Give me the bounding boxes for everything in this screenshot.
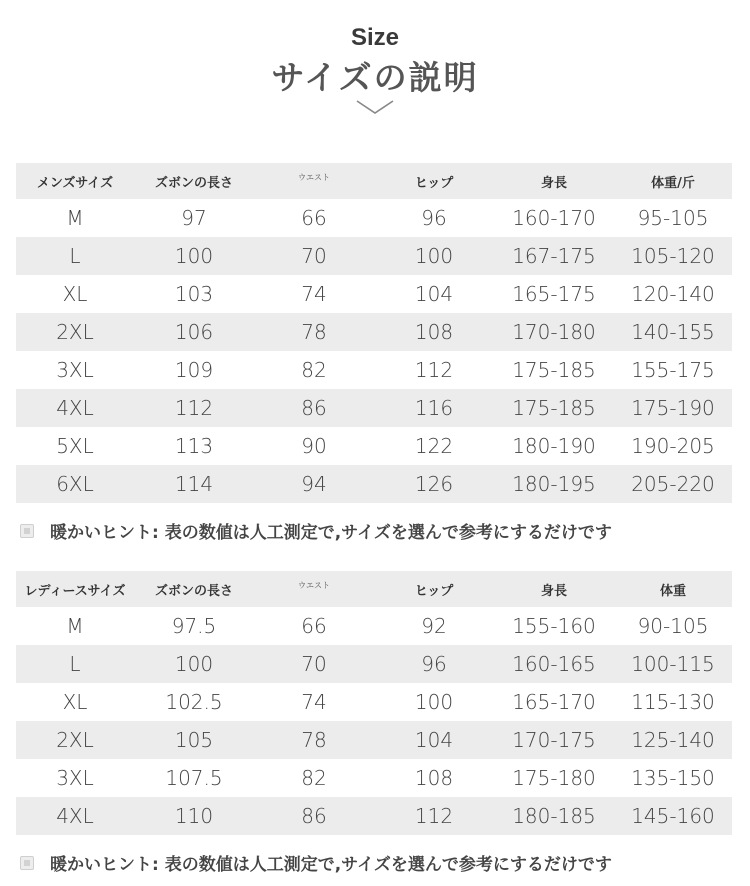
cell-waist: 86 bbox=[301, 396, 327, 420]
cell-weight: 90-105 bbox=[637, 614, 709, 638]
cell-waist: 66 bbox=[301, 614, 327, 638]
cell-height: 155-160 bbox=[512, 614, 596, 638]
table-row bbox=[16, 797, 732, 835]
page-title: サイズの説明 bbox=[271, 58, 479, 97]
cell-weight: 125-140 bbox=[631, 728, 715, 752]
cell-waist: 70 bbox=[301, 652, 327, 676]
cell-waist: 82 bbox=[301, 766, 327, 790]
cell-weight: 155-175 bbox=[631, 358, 715, 382]
cell-hip: 92 bbox=[421, 614, 447, 638]
cell-waist: 82 bbox=[301, 358, 327, 382]
cell-height: 165-170 bbox=[512, 690, 596, 714]
cell-height: 175-180 bbox=[512, 766, 596, 790]
cell-hip: 108 bbox=[414, 766, 454, 790]
cell-length: 105 bbox=[174, 728, 214, 752]
header-cell-waist: ウエスト bbox=[298, 172, 330, 182]
cell-hip: 104 bbox=[414, 282, 454, 306]
cell-waist: 94 bbox=[301, 472, 327, 496]
cell-length: 102.5 bbox=[165, 690, 223, 714]
cell-height: 167-175 bbox=[512, 244, 596, 268]
header-cell-height: 身長 bbox=[540, 583, 567, 599]
header-cell-weight: 体重/斤 bbox=[651, 175, 695, 191]
cell-height: 165-175 bbox=[512, 282, 596, 306]
header-cell-height: 身長 bbox=[540, 175, 567, 191]
table-row bbox=[16, 199, 732, 237]
cell-hip: 112 bbox=[414, 358, 454, 382]
cell-size: XL bbox=[62, 690, 88, 714]
hint-note bbox=[20, 850, 740, 875]
cell-waist: 70 bbox=[301, 244, 327, 268]
cell-hip: 116 bbox=[414, 396, 454, 420]
cell-hip: 112 bbox=[414, 804, 454, 828]
cell-height: 170-175 bbox=[512, 728, 596, 752]
cell-hip: 122 bbox=[414, 434, 454, 458]
cell-height: 180-190 bbox=[512, 434, 596, 458]
table-row bbox=[16, 275, 732, 313]
cell-size: XL bbox=[62, 282, 88, 306]
title-en: Size bbox=[350, 24, 400, 51]
table-row bbox=[16, 237, 732, 275]
cell-weight: 120-140 bbox=[631, 282, 715, 306]
cell-weight: 105-120 bbox=[631, 244, 715, 268]
cell-size: 3XL bbox=[56, 358, 94, 382]
cell-waist: 78 bbox=[301, 728, 327, 752]
header-cell-length: ズボンの長さ bbox=[154, 175, 233, 191]
cell-size: L bbox=[69, 244, 81, 268]
cell-hip: 126 bbox=[414, 472, 454, 496]
bullet-icon bbox=[20, 524, 34, 538]
cell-hip: 104 bbox=[414, 728, 454, 752]
cell-size: L bbox=[69, 652, 81, 676]
header-cell-hip: ヒップ bbox=[414, 583, 454, 599]
cell-weight: 145-160 bbox=[631, 804, 715, 828]
header-cell-size: レディースサイズ bbox=[24, 583, 126, 599]
table-row bbox=[16, 465, 732, 503]
table-row bbox=[16, 313, 732, 351]
cell-hip: 96 bbox=[421, 206, 447, 230]
cell-size: M bbox=[66, 614, 84, 638]
hint-note bbox=[20, 518, 740, 543]
chevron-down-icon bbox=[355, 98, 395, 116]
cell-size: 4XL bbox=[56, 396, 94, 420]
cell-height: 175-185 bbox=[512, 358, 596, 382]
table-row bbox=[16, 427, 732, 465]
hint-text: 暖かいヒント: 表の数値は人工測定で,サイズを選んで参考にするだけです bbox=[50, 855, 612, 875]
cell-height: 175-185 bbox=[512, 396, 596, 420]
cell-length: 114 bbox=[174, 472, 214, 496]
cell-size: 3XL bbox=[56, 766, 94, 790]
bullet-icon bbox=[20, 856, 34, 870]
cell-length: 110 bbox=[174, 804, 214, 828]
cell-weight: 190-205 bbox=[631, 434, 715, 458]
cell-size: 6XL bbox=[56, 472, 94, 496]
cell-size: 2XL bbox=[56, 320, 94, 344]
header-cell-weight: 体重 bbox=[659, 583, 686, 599]
cell-hip: 96 bbox=[421, 652, 447, 676]
cell-length: 103 bbox=[174, 282, 214, 306]
table-row bbox=[16, 607, 732, 645]
cell-length: 107.5 bbox=[165, 766, 223, 790]
table-row bbox=[16, 645, 732, 683]
cell-waist: 90 bbox=[301, 434, 327, 458]
header-cell-hip: ヒップ bbox=[414, 175, 454, 191]
table-row bbox=[16, 759, 732, 797]
cell-height: 170-180 bbox=[512, 320, 596, 344]
header-cell-length: ズボンの長さ bbox=[154, 583, 233, 599]
page-header bbox=[0, 0, 750, 130]
cell-length: 97.5 bbox=[171, 614, 217, 638]
cell-length: 109 bbox=[174, 358, 214, 382]
table-row bbox=[16, 389, 732, 427]
cell-length: 97 bbox=[181, 206, 207, 230]
cell-weight: 115-130 bbox=[631, 690, 715, 714]
cell-length: 100 bbox=[174, 244, 214, 268]
cell-waist: 74 bbox=[301, 690, 327, 714]
cell-length: 100 bbox=[174, 652, 214, 676]
cell-waist: 86 bbox=[301, 804, 327, 828]
cell-height: 180-185 bbox=[512, 804, 596, 828]
cell-length: 113 bbox=[174, 434, 214, 458]
cell-length: 112 bbox=[174, 396, 214, 420]
header-cell-size: メンズサイズ bbox=[36, 175, 114, 191]
cell-hip: 108 bbox=[414, 320, 454, 344]
cell-weight: 135-150 bbox=[631, 766, 715, 790]
table-body bbox=[16, 607, 732, 835]
header-cell-waist: ウエスト bbox=[298, 580, 330, 590]
cell-height: 160-165 bbox=[512, 652, 596, 676]
cell-weight: 100-115 bbox=[631, 652, 715, 676]
cell-weight: 205-220 bbox=[631, 472, 715, 496]
cell-size: 2XL bbox=[56, 728, 94, 752]
table-header-row bbox=[16, 571, 732, 607]
cell-height: 180-195 bbox=[512, 472, 596, 496]
cell-waist: 74 bbox=[301, 282, 327, 306]
cell-hip: 100 bbox=[414, 690, 454, 714]
mens-size-table bbox=[16, 163, 732, 503]
ladies-size-table bbox=[16, 571, 732, 835]
table-row bbox=[16, 683, 732, 721]
cell-size: 5XL bbox=[56, 434, 94, 458]
cell-hip: 100 bbox=[414, 244, 454, 268]
table-row bbox=[16, 721, 732, 759]
cell-waist: 78 bbox=[301, 320, 327, 344]
table-row bbox=[16, 351, 732, 389]
cell-size: M bbox=[66, 206, 84, 230]
cell-weight: 140-155 bbox=[631, 320, 715, 344]
hint-text: 暖かいヒント: 表の数値は人工測定で,サイズを選んで参考にするだけです bbox=[50, 523, 612, 543]
cell-length: 106 bbox=[174, 320, 214, 344]
table-body bbox=[16, 199, 732, 503]
cell-waist: 66 bbox=[301, 206, 327, 230]
cell-weight: 95-105 bbox=[637, 206, 709, 230]
cell-size: 4XL bbox=[56, 804, 94, 828]
cell-height: 160-170 bbox=[512, 206, 596, 230]
table-header-row bbox=[16, 163, 732, 199]
cell-weight: 175-190 bbox=[631, 396, 715, 420]
